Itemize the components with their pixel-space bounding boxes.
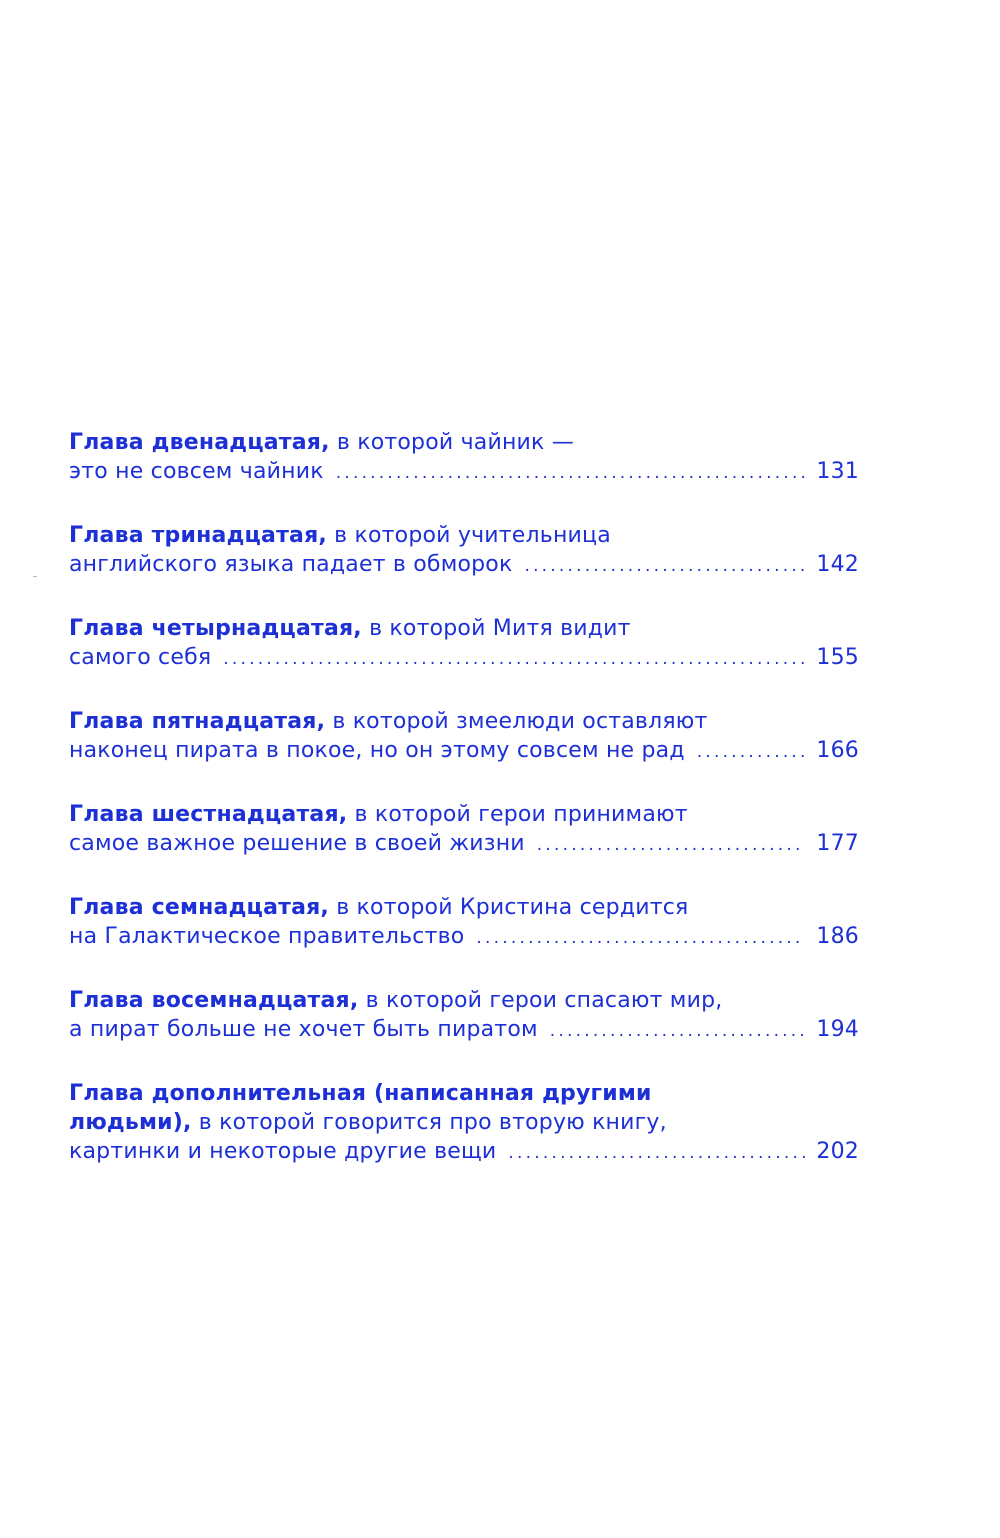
toc-entry-last-line [69, 457, 859, 488]
toc-entry-heading-cont [69, 1108, 859, 1137]
toc-entry-last-line [69, 1015, 859, 1046]
toc-entry-heading [69, 707, 859, 736]
chapter-title: Глава тринадцатая, [69, 523, 327, 548]
page-number: 155 [816, 645, 859, 670]
toc-entry-heading [69, 893, 859, 922]
toc-entry-last-line [69, 829, 859, 860]
toc-entry-last-line [69, 736, 859, 767]
toc-entry-chapter-14[interactable] [69, 614, 859, 674]
toc-entry-last-line [69, 643, 859, 674]
chapter-title: Глава пятнадцатая, [69, 709, 326, 734]
chapter-subtitle: в которой герои принимают [347, 802, 688, 827]
chapter-subtitle: в которой Кристина сердится [329, 895, 689, 920]
toc-entry-last-line [69, 550, 859, 581]
chapter-subtitle-end: а пират больше не хочет быть пиратом [69, 1017, 538, 1042]
chapter-title-end: людьми), [69, 1110, 192, 1135]
chapter-title: Глава четырнадцатая, [69, 616, 362, 641]
chapter-subtitle-end: самое важное решение в своей жизни [69, 831, 525, 856]
toc-entry-chapter-16[interactable] [69, 800, 859, 860]
chapter-subtitle-end: картинки и некоторые другие вещи [69, 1139, 497, 1164]
toc-entry-heading [69, 986, 859, 1015]
dot-leader [697, 738, 805, 767]
chapter-subtitle: в которой чайник — [329, 430, 574, 455]
chapter-subtitle-end: английского языка падает в обморок [69, 552, 513, 577]
page-number: 202 [816, 1139, 859, 1164]
toc-entry-last-line [69, 922, 859, 953]
toc-entry-chapter-18[interactable] [69, 986, 859, 1046]
table-of-contents [69, 428, 859, 1201]
chapter-subtitle: в которой учительница [326, 523, 611, 548]
dot-leader [336, 459, 805, 488]
chapter-title: Глава шестнадцатая, [69, 802, 348, 827]
toc-entry-heading [69, 428, 859, 457]
toc-entry-chapter-12[interactable] [69, 428, 859, 488]
toc-entry-last-line [69, 1137, 859, 1168]
page-number: 142 [816, 552, 859, 577]
chapter-subtitle: в которой Митя видит [361, 616, 631, 641]
dot-leader [223, 645, 805, 674]
chapter-subtitle-end: наконец пирата в покое, но он этому совсем не рад [69, 738, 685, 763]
chapter-subtitle-end: на Галактическое правительство [69, 924, 465, 949]
chapter-subtitle: в которой змеелюди оставляют [325, 709, 708, 734]
page-number: 166 [816, 738, 859, 763]
toc-entry-heading [69, 521, 859, 550]
toc-entry-chapter-additional[interactable] [69, 1079, 859, 1168]
page-number: 177 [816, 831, 859, 856]
chapter-subtitle: в которой герои спасают мир, [358, 988, 723, 1013]
dot-leader [550, 1017, 805, 1046]
toc-entry-heading [69, 800, 859, 829]
chapter-title: Глава двенадцатая, [69, 430, 330, 455]
dot-leader [524, 552, 805, 581]
chapter-subtitle-end: это не совсем чайник [69, 459, 324, 484]
chapter-subtitle-end: самого себя [69, 645, 212, 670]
toc-entry-chapter-17[interactable] [69, 893, 859, 953]
dot-leader [537, 831, 805, 860]
chapter-title: Глава восемнадцатая, [69, 988, 359, 1013]
page-number: 131 [816, 459, 859, 484]
toc-entry-chapter-13[interactable] [69, 521, 859, 581]
margin-mark [33, 576, 37, 577]
chapter-title: Глава семнадцатая, [69, 895, 329, 920]
dot-leader [476, 924, 805, 953]
page-number: 186 [816, 924, 859, 949]
toc-entry-heading [69, 1079, 859, 1108]
toc-entry-heading [69, 614, 859, 643]
toc-entry-chapter-15[interactable] [69, 707, 859, 767]
chapter-subtitle: в которой говорится про вторую книгу, [191, 1110, 667, 1135]
page-number: 194 [816, 1017, 859, 1042]
chapter-title: Глава дополнительная (написанная другими [69, 1081, 652, 1106]
dot-leader [508, 1139, 805, 1168]
